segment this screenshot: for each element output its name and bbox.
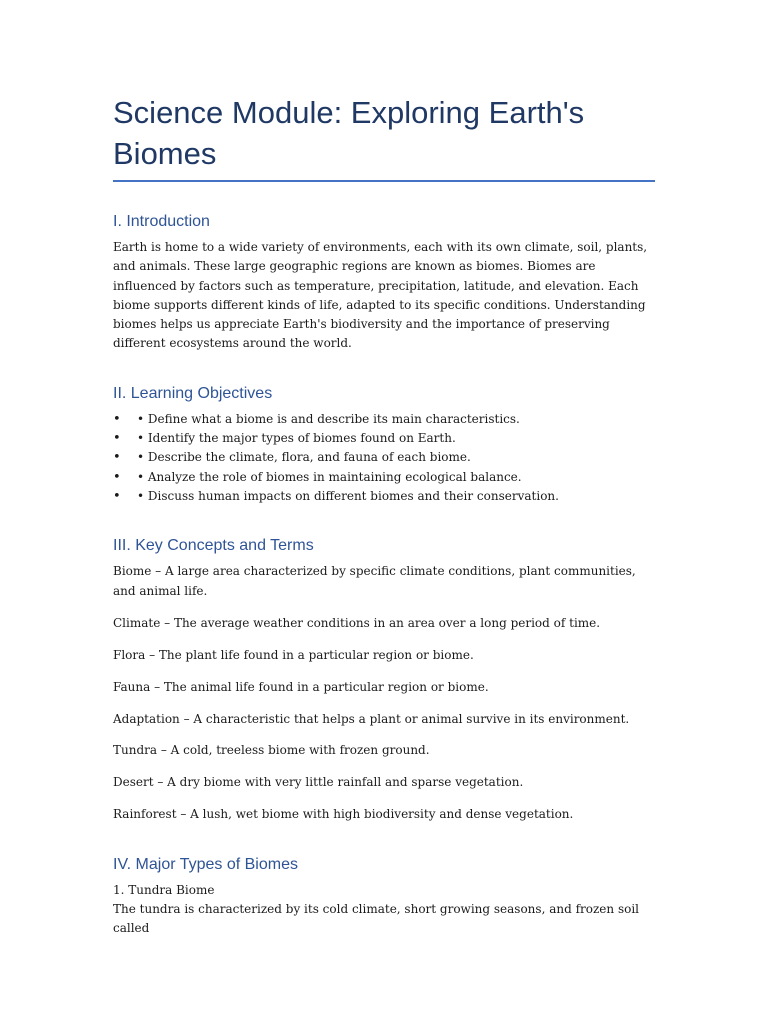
section-learning-objectives (113, 384, 655, 506)
term-definition: Flora – The plant life found in a particular region or biome. (113, 647, 474, 662)
list-item: • • Define what a biome is and describe its main characteristics. (113, 410, 655, 429)
list-item: • • Analyze the role of biomes in maintaining ecological balance. (113, 468, 655, 487)
section-key-concepts (113, 536, 655, 824)
bullet-icon: • (113, 469, 121, 485)
term-definition: Desert – A dry biome with very little rainfall and sparse vegetation. (113, 775, 524, 790)
bullet-icon: • (113, 431, 121, 447)
section-major-biomes (113, 855, 655, 939)
term-definition: Rainforest – A lush, wet biome with high biodiversity and dense vegetation. (113, 807, 574, 822)
list-item: • • Discuss human impacts on different biomes and their conservation. (113, 487, 655, 506)
term-definition: Biome – A large area characterized by specific climate conditions, plant communities, and animal life. (113, 564, 636, 598)
section-heading-objectives: II. Learning Objectives (113, 384, 273, 402)
page-title: Science Module: Exploring Earth's Biomes (113, 95, 585, 171)
tundra-paragraph: The tundra is characterized by its cold climate, short growing seasons, and frozen soil called (113, 902, 640, 936)
bullet-icon: • (113, 411, 121, 427)
section-heading-introduction: I. Introduction (113, 213, 210, 230)
term-definition: Fauna – The animal life found in a particular region or biome. (113, 679, 489, 694)
subsection-title-tundra: 1. Tundra Biome (113, 882, 215, 897)
term-definition: Adaptation – A characteristic that helps a plant or animal survive in its environment. (113, 711, 630, 726)
objectives-list (113, 410, 655, 506)
document-page (113, 92, 655, 969)
term-definition: Climate – The average weather conditions in an area over a long period of time. (113, 615, 601, 630)
section-introduction (113, 212, 655, 354)
title-divider (113, 180, 655, 182)
bullet-icon: • (113, 488, 121, 504)
bullet-icon: • (113, 450, 121, 466)
term-definition: Tundra – A cold, treeless biome with frozen ground. (113, 743, 430, 758)
section-heading-concepts: III. Key Concepts and Terms (113, 537, 314, 555)
introduction-paragraph: Earth is home to a wide variety of environments, each with its own climate, soil, plants, and animals. These large geographic regions are known as biomes. Biomes are influenced by factors such as temperature, precipitation, latitude, and elevation. Each biome supports different kinds of life, adapted to its specific conditions. Understanding biomes helps us appreciate Earth's biodiversity and the importance of preserving different ecosystems around the world. (113, 240, 648, 351)
list-item: • • Describe the climate, flora, and fauna of each biome. (113, 448, 655, 467)
section-heading-biome-types: IV. Major Types of Biomes (113, 855, 298, 873)
list-item: • • Identify the major types of biomes found on Earth. (113, 429, 655, 448)
